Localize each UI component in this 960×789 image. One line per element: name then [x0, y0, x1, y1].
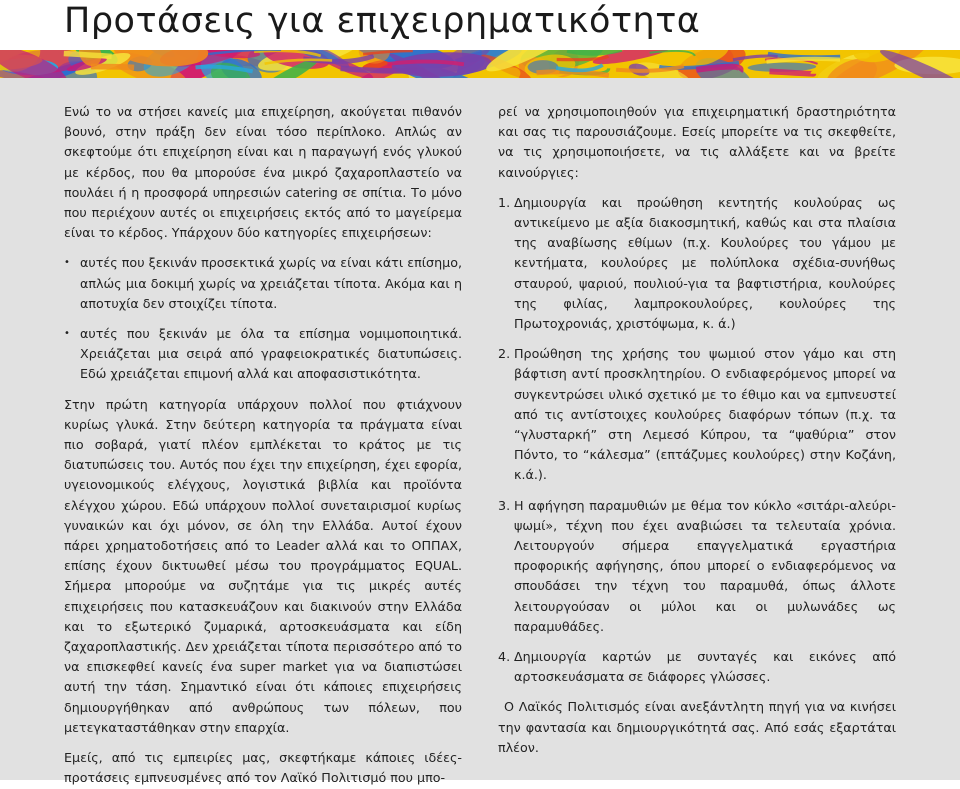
decorative-color-banner	[0, 50, 960, 78]
continuation-paragraph: ρεί να χρησιμοποιηθούν για επιχειρηματική δραστηριότητα και σας τις παρουσιάζουμε. Εσείς μπορείτε να τις σκεφθείτε, να τις χρησιμοποιήσετε, να τις αλλάξετε και να βρείτε καινούργιες:	[498, 104, 896, 180]
banner-brush-line	[567, 50, 621, 53]
intro-paragraph: Ενώ το να στήσει κανείς μια επιχείρηση, ακούγεται πιθανόν βουνό, στην πράξη δεν είναι τόσο περίπλοκο. Απλώς αν σκεφτούμε ότι επιχείρηση είναι και η παραγωγή ενός γλυκού με κέρδος, που θα μπορούσε ένα μικρό ζαχαροπλαστείο να πουλάει ή η προσφορά υπηρεσιών catering σε σπίτια. Το μόνο που περιέχουν αυτές οι επιχειρήσεις εκτός από το μαγείρεμα είναι το κέρδος. Υπάρχουν δύο κατηγορίες επιχειρήσεων:	[64, 104, 462, 241]
closing-paragraph: Ο Λαϊκός Πολιτισμός είναι ανεξάντλητη πηγή για να κινήσει την φαντασία και δημιουργικότητά σας. Από εσάς εξαρτάται πλέον.	[498, 699, 896, 755]
right-column	[498, 102, 896, 758]
item-text: Δημιουργία και προώθηση κεντητής κουλούρας ως αντικείμενο με αξία διακοσμητική, καθώς και στα πλαίσια της αναβίωσης εθίμων (π.χ. Κουλούρες του γάμου με κεντήματα, κουλούρες με πολύπλοκα σχέδια-συνήθως σταυρού, ψαριού, πουλιού-για τα βαφτιστήρια, κουλούρες της φιλίας, λαμπροκουλούρες, κουλούρες της Πρωτοχρονιάς, χριστόψωμα, κ. ά.)	[514, 194, 896, 332]
banner-brush-line	[341, 68, 417, 71]
banner-brush-line	[91, 67, 134, 68]
item-number: 3.	[498, 497, 511, 513]
item-number: 4.	[498, 649, 511, 665]
numbered-item	[498, 344, 896, 485]
bullet-item: • αυτές που ξεκινάν προσεκτικά χωρίς να είναι κάτι επίσημο, απλώς μια δοκιμή χωρίς να χρειάζεται τίποτα. Ακόμα και η αποτυχία δεν στοιχίζει τίποτα.	[64, 253, 462, 314]
banner-brush-line	[770, 71, 814, 73]
item-text: Η αφήγηση παραμυθιών με θέμα τον κύκλο «σιτάρι-αλεύρι-ψωμί», τέχνη που έχει αναβιώσει τα τελευταία χρόνια. Λειτουργούν σήμερα επαγγελματικά εργαστήρια προφορικής αφήγησης, όπου μπορεί ο ενδιαφερόμενος να σπουδάσει την τέχνη του παραμυθά, όπως άλλοτε λειτουργούσαν οι μύλοι και οι μυλωνάδες ως παραμυθάδες.	[514, 497, 896, 634]
left-column	[64, 102, 462, 789]
color-banner-graphic	[0, 50, 960, 78]
page-title: Προτάσεις για επιχειρηματικότητα	[64, 1, 701, 41]
item-number: 2.	[498, 346, 511, 362]
body-paragraph: Στην πρώτη κατηγορία υπάρχουν πολλοί που φτιάχνουν κυρίως γλυκά. Στην δεύτερη κατηγορία τα πράγματα είναι πιο σοβαρά, γιατί πλέον εμπλέκεται το κράτος με τις διατυπώσεις του. Αυτός που έχει την επιχείρηση, έχει εφορία, υγειονομικούς ελέγχους, λογιστικά βιβλία και προϊόντα ελέγχου χώρου. Εδώ υπάρχουν πολλοί συνεταιρισμοί κυρίως γυναικών και όχι μόνον, σε όλη την Ελλάδα. Αυτοί έχουν πάρει χρηματοδοτήσεις από το Leader αλλά και το ΟΠΠΑΧ, επίσης έχουν δικτυωθεί μέσω του προγράμματος EQUAL. Σήμερα μπορούμε να συζητάμε για τις μικρές αυτές επιχειρήσεις που κατασκευάζουν και διακινούν στην Ελλάδα και το εξωτερικό ζυμαρικά, αρτοσκευάσματα και είδη ζαχαροπλαστικής. Δεν χρειάζεται τίποτα περισσότερο από το να επισκεφθεί κανείς ένα super market για να διαπιστώσει αυτή την τάση. Σημαντικό είναι ότι κάποιες επιχειρήσεις δημιουργήθηκαν από ανθρώπους των πόλεων, που μετεγκαταστάθηκαν στην επαρχία.	[64, 396, 462, 735]
closing-paragraph: Εμείς, από τις εμπειρίες μας, σκεφτήκαμε κάποιες ιδέες-προτάσεις εμπνευσμένες από τον Λαϊκό Πολιτισμό που μπο-	[64, 750, 462, 786]
item-text: Προώθηση της χρήσης του ψωμιού στον γάμο και στη βάφτιση αντί προσκλητηρίου. Ο ενδιαφερόμενος μπορεί να συγκεντρώσει υλικό σχετικό με το έθιμο και να εμπνευστεί από τις αντίστοιχες κουλούρες διαφόρων τόπων (π.χ. τα “γλυσταρκή” στη Λεμεσό Κύπρου, τα “ψαθύρια” στον Πόντο, το “κάλεσμα” (επτάζυμες κουλούρες) στην Κοζάνη, κ.ά.).	[514, 346, 896, 483]
item-text: Δημιουργία καρτών με συνταγές και εικόνες από αρτοσκευάσματα σε διάφορες γλώσσες.	[514, 649, 896, 685]
article-body	[0, 78, 960, 786]
bullet-item: • αυτές που ξεκινάν με όλα τα επίσημα νομιμοποιητικά. Χρειάζεται μια σειρά από γραφειοκρατικές διατυπώσεις. Εδώ χρειάζεται επιμονή αλλά και αποφασιστικότητα.	[64, 324, 462, 385]
numbered-item	[498, 193, 896, 334]
numbered-item	[498, 647, 896, 687]
numbered-item	[498, 496, 896, 637]
item-number: 1.	[498, 194, 511, 210]
banner-brush-line	[64, 54, 112, 57]
